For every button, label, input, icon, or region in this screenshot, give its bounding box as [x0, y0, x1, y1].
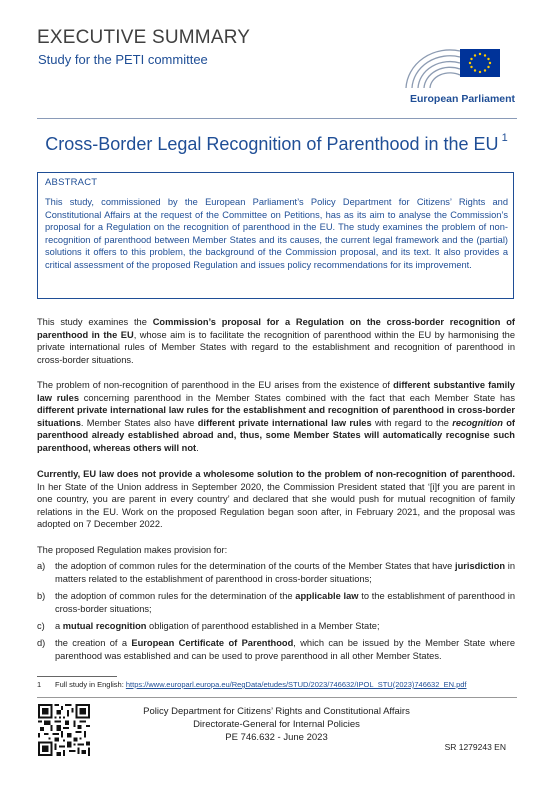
list-item: b) the adoption of common rules for the determination of the applicable law to the establishment of parenthood in cross-border situations; — [37, 591, 515, 614]
executive-summary-title: EXECUTIVE SUMMARY — [37, 27, 251, 48]
full-study-link[interactable]: https://www.europarl.europa.eu/RegData/etudes/STUD/2023/746632/IPOL_STU(2023)746632_EN.pdf — [125, 680, 467, 689]
document-title-text: Cross-Border Legal Recognition of Parenthood in the EU — [45, 134, 499, 154]
header-divider — [37, 118, 517, 119]
current-law-paragraph: Currently, EU law does not provide a wholesome solution to the problem of non-recognition of parenthood. In her State of the Union address in September 2020, the Commission President stated that ‘[i]f you are parent in one country, you are parent in every country’ and declared that she would push for mutual recognition of family relations in the EU. Work on the proposed Regulation began soon after, in February 2021, and the proposal was adopted on 7 December 2022. — [37, 469, 515, 530]
european-parliament-logo-text: European Parliament — [410, 93, 516, 105]
abstract-heading: ABSTRACT — [45, 177, 98, 188]
footnote — [37, 680, 515, 689]
footer-department: Policy Department for Citizens’ Rights and Constitutional Affairs — [143, 706, 410, 717]
document-code: SR 1279243 EN — [444, 742, 506, 752]
footer-divider — [37, 697, 517, 698]
footnote-number: 1 — [37, 680, 42, 689]
list-item: a) the adoption of common rules for the determination of the courts of the Member States that have jurisdiction in matters related to the establishment of parenthood in cross-border situations; — [37, 561, 515, 584]
document-title — [0, 134, 553, 155]
footer-directorate: Directorate-General for Internal Policies — [193, 719, 360, 730]
study-subtitle: Study for the PETI committee — [38, 52, 208, 67]
european-parliament-logo — [400, 38, 510, 93]
intro-paragraph: This study examines the Commission’s proposal for a Regulation on the cross-border recognition of parenthood in the EU, whose aim is to facilitate the recognition of parenthood within the EU by harmonising the private international rules of Member States with regard to the establishment and recognition of parenthood in cross-border situations. — [37, 317, 516, 365]
problem-paragraph: The problem of non-recognition of parenthood in the EU arises from the existence of different substantive family law rules concerning parenthood in the Member States combined with the fact that each Member State has different private international law rules for the establishment and recognition of parenthood in cross-border situations. Member States also have different private international law rules with regard to the recognition of parenthood already established abroad and, thus, some Member States will automatically recognise such parenthood, whereas others will not. — [37, 380, 516, 453]
footnote-label: Full study in English: — [55, 680, 126, 689]
abstract-text: This study, commissioned by the European Parliament’s Policy Department for Citizens’ Rights and Constitutional Affairs at the request of the Committee on Petitions, has as its aim to analyse the Commission’s proposal for a Regulation on the recognition of parenthood in the EU. The study examines the problem of non-recognition of parenthood between Member States and its causes, the current legal framework and the (partial) solutions it offers to this problem, the background of the Commission proposal, and its text. It also provides a critical assessment of the proposed Regulation and issues policy recommendations for its improvement. — [45, 197, 508, 270]
list-item: d) the creation of a European Certificate of Parenthood, which can be issued by the Member State where parenthood was established and can be used to prove parenthood in all other Member States. — [37, 638, 515, 661]
list-item: c) a mutual recognition obligation of parenthood established in a Member State; — [37, 621, 380, 631]
footer-reference: PE 746.632 - June 2023 — [225, 732, 328, 743]
provision-intro: The proposed Regulation makes provision for: — [37, 545, 228, 555]
footnote-marker: 1 — [501, 132, 508, 144]
footnote-divider — [37, 676, 117, 677]
